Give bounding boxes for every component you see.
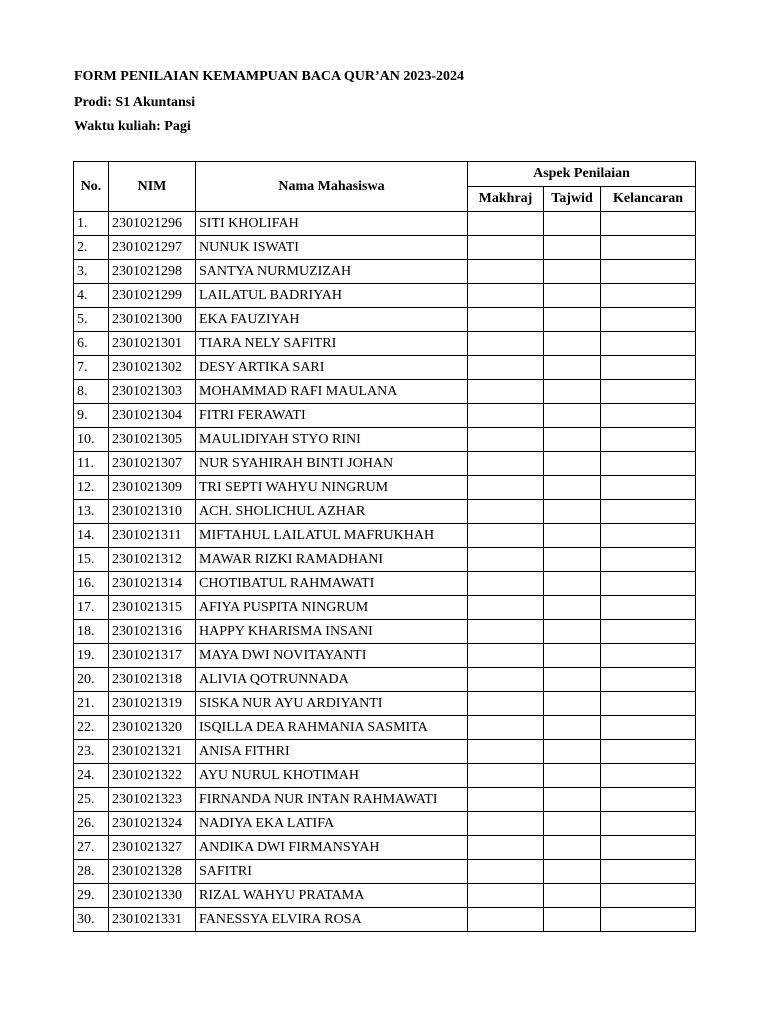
student-name-cell: ANDIKA DWI FIRMANSYAH [196,836,468,860]
table-row [74,380,696,404]
table-row [74,620,696,644]
student-name-cell: CHOTIBATUL RAHMAWATI [196,572,468,596]
student-name-cell: AYU NURUL KHOTIMAH [196,764,468,788]
row-number-cell: 10. [74,428,109,452]
header-nim: NIM [109,162,196,212]
nim-cell: 2301021323 [109,788,196,812]
student-name-cell: ACH. SHOLICHUL AZHAR [196,500,468,524]
row-number-cell: 1. [74,212,109,236]
kelancaran-score-cell[interactable] [601,668,696,692]
makhraj-score-cell[interactable] [468,908,544,932]
kelancaran-score-cell[interactable] [601,884,696,908]
row-number-cell: 8. [74,380,109,404]
table-row [74,284,696,308]
row-number-cell: 6. [74,332,109,356]
makhraj-score-cell[interactable] [468,884,544,908]
nim-cell: 2301021318 [109,668,196,692]
student-name-cell: NUNUK ISWATI [196,236,468,260]
makhraj-score-cell[interactable] [468,356,544,380]
kelancaran-score-cell[interactable] [601,596,696,620]
nim-cell: 2301021303 [109,380,196,404]
kelancaran-score-cell[interactable] [601,644,696,668]
nim-cell: 2301021322 [109,764,196,788]
kelancaran-score-cell[interactable] [601,260,696,284]
makhraj-score-cell[interactable] [468,428,544,452]
row-number-cell: 20. [74,668,109,692]
row-number-cell: 30. [74,908,109,932]
tajwid-score-cell[interactable] [544,812,601,836]
kelancaran-score-cell[interactable] [601,356,696,380]
nim-cell: 2301021331 [109,908,196,932]
tajwid-score-cell[interactable] [544,404,601,428]
makhraj-score-cell[interactable] [468,524,544,548]
tajwid-score-cell[interactable] [544,644,601,668]
makhraj-score-cell[interactable] [468,764,544,788]
tajwid-score-cell[interactable] [544,548,601,572]
tajwid-score-cell[interactable] [544,308,601,332]
table-row [74,788,696,812]
nim-cell: 2301021314 [109,572,196,596]
kelancaran-score-cell[interactable] [601,860,696,884]
makhraj-score-cell[interactable] [468,596,544,620]
assessment-table [73,161,696,932]
row-number-cell: 27. [74,836,109,860]
row-number-cell: 4. [74,284,109,308]
table-row [74,596,696,620]
makhraj-score-cell[interactable] [468,404,544,428]
nim-cell: 2301021316 [109,620,196,644]
table-row [74,740,696,764]
table-header [74,162,696,212]
tajwid-score-cell[interactable] [544,596,601,620]
header-aspek-penilaian: Aspek Penilaian [468,162,696,187]
makhraj-score-cell[interactable] [468,812,544,836]
makhraj-score-cell[interactable] [468,332,544,356]
row-number-cell: 21. [74,692,109,716]
tajwid-score-cell[interactable] [544,380,601,404]
table-row [74,836,696,860]
tajwid-score-cell[interactable] [544,788,601,812]
tajwid-score-cell[interactable] [544,452,601,476]
table-row [74,236,696,260]
makhraj-score-cell[interactable] [468,260,544,284]
kelancaran-score-cell[interactable] [601,236,696,260]
row-number-cell: 24. [74,764,109,788]
table-row [74,572,696,596]
nim-cell: 2301021311 [109,524,196,548]
makhraj-score-cell[interactable] [468,644,544,668]
kelancaran-score-cell[interactable] [601,500,696,524]
table-row [74,212,696,236]
nim-cell: 2301021315 [109,596,196,620]
student-name-cell: RIZAL WAHYU PRATAMA [196,884,468,908]
makhraj-score-cell[interactable] [468,572,544,596]
nim-cell: 2301021305 [109,428,196,452]
prodi-label: Prodi: S1 Akuntansi [74,95,196,110]
student-name-cell: SAFITRI [196,860,468,884]
student-name-cell: MAWAR RIZKI RAMADHANI [196,548,468,572]
nim-cell: 2301021320 [109,716,196,740]
table-row [74,260,696,284]
student-name-cell: FIRNANDA NUR INTAN RAHMAWATI [196,788,468,812]
makhraj-score-cell[interactable] [468,860,544,884]
nim-cell: 2301021300 [109,308,196,332]
tajwid-score-cell[interactable] [544,428,601,452]
table-row [74,476,696,500]
nim-cell: 2301021317 [109,644,196,668]
tajwid-score-cell[interactable] [544,716,601,740]
student-name-cell: TRI SEPTI WAHYU NINGRUM [196,476,468,500]
table-row [74,716,696,740]
nim-cell: 2301021299 [109,284,196,308]
student-name-cell: MAYA DWI NOVITAYANTI [196,644,468,668]
header-nama-mahasiswa: Nama Mahasiswa [196,162,468,212]
table-row [74,500,696,524]
table-row [74,308,696,332]
table-row [74,524,696,548]
nim-cell: 2301021310 [109,500,196,524]
tajwid-score-cell[interactable] [544,764,601,788]
student-name-cell: NADIYA EKA LATIFA [196,812,468,836]
header-tajwid: Tajwid [544,187,601,212]
student-name-cell: MOHAMMAD RAFI MAULANA [196,380,468,404]
makhraj-score-cell[interactable] [468,236,544,260]
row-number-cell: 18. [74,620,109,644]
student-name-cell: HAPPY KHARISMA INSANI [196,620,468,644]
tajwid-score-cell[interactable] [544,500,601,524]
makhraj-score-cell[interactable] [468,452,544,476]
nim-cell: 2301021307 [109,452,196,476]
row-number-cell: 19. [74,644,109,668]
makhraj-score-cell[interactable] [468,380,544,404]
kelancaran-score-cell[interactable] [601,380,696,404]
nim-cell: 2301021328 [109,860,196,884]
kelancaran-score-cell[interactable] [601,572,696,596]
makhraj-score-cell[interactable] [468,620,544,644]
student-name-cell: LAILATUL BADRIYAH [196,284,468,308]
tajwid-score-cell[interactable] [544,908,601,932]
table-row [74,332,696,356]
header-kelancaran: Kelancaran [601,187,696,212]
waktu-kuliah-label: Waktu kuliah: Pagi [74,119,191,134]
kelancaran-score-cell[interactable] [601,524,696,548]
tajwid-score-cell[interactable] [544,284,601,308]
row-number-cell: 22. [74,716,109,740]
tajwid-score-cell[interactable] [544,668,601,692]
row-number-cell: 26. [74,812,109,836]
student-name-cell: SITI KHOLIFAH [196,212,468,236]
row-number-cell: 15. [74,548,109,572]
tajwid-score-cell[interactable] [544,332,601,356]
table-row [74,692,696,716]
student-name-cell: MIFTAHUL LAILATUL MAFRUKHAH [196,524,468,548]
table-row [74,812,696,836]
nim-cell: 2301021324 [109,812,196,836]
student-name-cell: TIARA NELY SAFITRI [196,332,468,356]
row-number-cell: 17. [74,596,109,620]
kelancaran-score-cell[interactable] [601,788,696,812]
header-makhraj: Makhraj [468,187,544,212]
student-name-cell: SISKA NUR AYU ARDIYANTI [196,692,468,716]
header-no: No. [74,162,109,212]
student-name-cell: ANISA FITHRI [196,740,468,764]
kelancaran-score-cell[interactable] [601,452,696,476]
student-name-cell: ISQILLA DEA RAHMANIA SASMITA [196,716,468,740]
nim-cell: 2301021298 [109,260,196,284]
makhraj-score-cell[interactable] [468,668,544,692]
makhraj-score-cell[interactable] [468,308,544,332]
makhraj-score-cell[interactable] [468,500,544,524]
row-number-cell: 29. [74,884,109,908]
tajwid-score-cell[interactable] [544,692,601,716]
makhraj-score-cell[interactable] [468,284,544,308]
student-name-cell: FITRI FERAWATI [196,404,468,428]
row-number-cell: 11. [74,452,109,476]
kelancaran-score-cell[interactable] [601,764,696,788]
kelancaran-score-cell[interactable] [601,716,696,740]
row-number-cell: 23. [74,740,109,764]
makhraj-score-cell[interactable] [468,788,544,812]
nim-cell: 2301021297 [109,236,196,260]
table-row [74,860,696,884]
row-number-cell: 13. [74,500,109,524]
makhraj-score-cell[interactable] [468,716,544,740]
kelancaran-score-cell[interactable] [601,548,696,572]
tajwid-score-cell[interactable] [544,884,601,908]
kelancaran-score-cell[interactable] [601,476,696,500]
nim-cell: 2301021312 [109,548,196,572]
kelancaran-score-cell[interactable] [601,308,696,332]
row-number-cell: 28. [74,860,109,884]
table-row [74,452,696,476]
table-row [74,404,696,428]
makhraj-score-cell[interactable] [468,476,544,500]
student-name-cell: EKA FAUZIYAH [196,308,468,332]
student-name-cell: SANTYA NURMUZIZAH [196,260,468,284]
kelancaran-score-cell[interactable] [601,692,696,716]
student-name-cell: NUR SYAHIRAH BINTI JOHAN [196,452,468,476]
tajwid-score-cell[interactable] [544,860,601,884]
student-name-cell: MAULIDIYAH STYO RINI [196,428,468,452]
table-row [74,548,696,572]
table-row [74,668,696,692]
kelancaran-score-cell[interactable] [601,212,696,236]
kelancaran-score-cell[interactable] [601,620,696,644]
nim-cell: 2301021321 [109,740,196,764]
makhraj-score-cell[interactable] [468,740,544,764]
kelancaran-score-cell[interactable] [601,404,696,428]
nim-cell: 2301021330 [109,884,196,908]
tajwid-score-cell[interactable] [544,836,601,860]
tajwid-score-cell[interactable] [544,476,601,500]
student-name-cell: FANESSYA ELVIRA ROSA [196,908,468,932]
table-row [74,428,696,452]
row-number-cell: 12. [74,476,109,500]
tajwid-score-cell[interactable] [544,212,601,236]
student-name-cell: AFIYA PUSPITA NINGRUM [196,596,468,620]
nim-cell: 2301021304 [109,404,196,428]
nim-cell: 2301021302 [109,356,196,380]
row-number-cell: 7. [74,356,109,380]
tajwid-score-cell[interactable] [544,620,601,644]
kelancaran-score-cell[interactable] [601,836,696,860]
form-title: FORM PENILAIAN KEMAMPUAN BACA QUR’AN 2023-2024 [74,69,465,84]
nim-cell: 2301021319 [109,692,196,716]
row-number-cell: 9. [74,404,109,428]
makhraj-score-cell[interactable] [468,692,544,716]
row-number-cell: 16. [74,572,109,596]
table-body [74,212,696,932]
table-row [74,644,696,668]
makhraj-score-cell[interactable] [468,212,544,236]
table-row [74,356,696,380]
table-row [74,884,696,908]
row-number-cell: 14. [74,524,109,548]
tajwid-score-cell[interactable] [544,260,601,284]
tajwid-score-cell[interactable] [544,356,601,380]
row-number-cell: 25. [74,788,109,812]
student-name-cell: DESY ARTIKA SARI [196,356,468,380]
tajwid-score-cell[interactable] [544,572,601,596]
kelancaran-score-cell[interactable] [601,284,696,308]
row-number-cell: 2. [74,236,109,260]
table-row [74,764,696,788]
makhraj-score-cell[interactable] [468,548,544,572]
nim-cell: 2301021296 [109,212,196,236]
kelancaran-score-cell[interactable] [601,812,696,836]
student-name-cell: ALIVIA QOTRUNNADA [196,668,468,692]
kelancaran-score-cell[interactable] [601,908,696,932]
nim-cell: 2301021301 [109,332,196,356]
row-number-cell: 5. [74,308,109,332]
nim-cell: 2301021327 [109,836,196,860]
tajwid-score-cell[interactable] [544,740,601,764]
row-number-cell: 3. [74,260,109,284]
kelancaran-score-cell[interactable] [601,428,696,452]
nim-cell: 2301021309 [109,476,196,500]
table-row [74,908,696,932]
tajwid-score-cell[interactable] [544,236,601,260]
makhraj-score-cell[interactable] [468,836,544,860]
tajwid-score-cell[interactable] [544,524,601,548]
kelancaran-score-cell[interactable] [601,332,696,356]
kelancaran-score-cell[interactable] [601,740,696,764]
